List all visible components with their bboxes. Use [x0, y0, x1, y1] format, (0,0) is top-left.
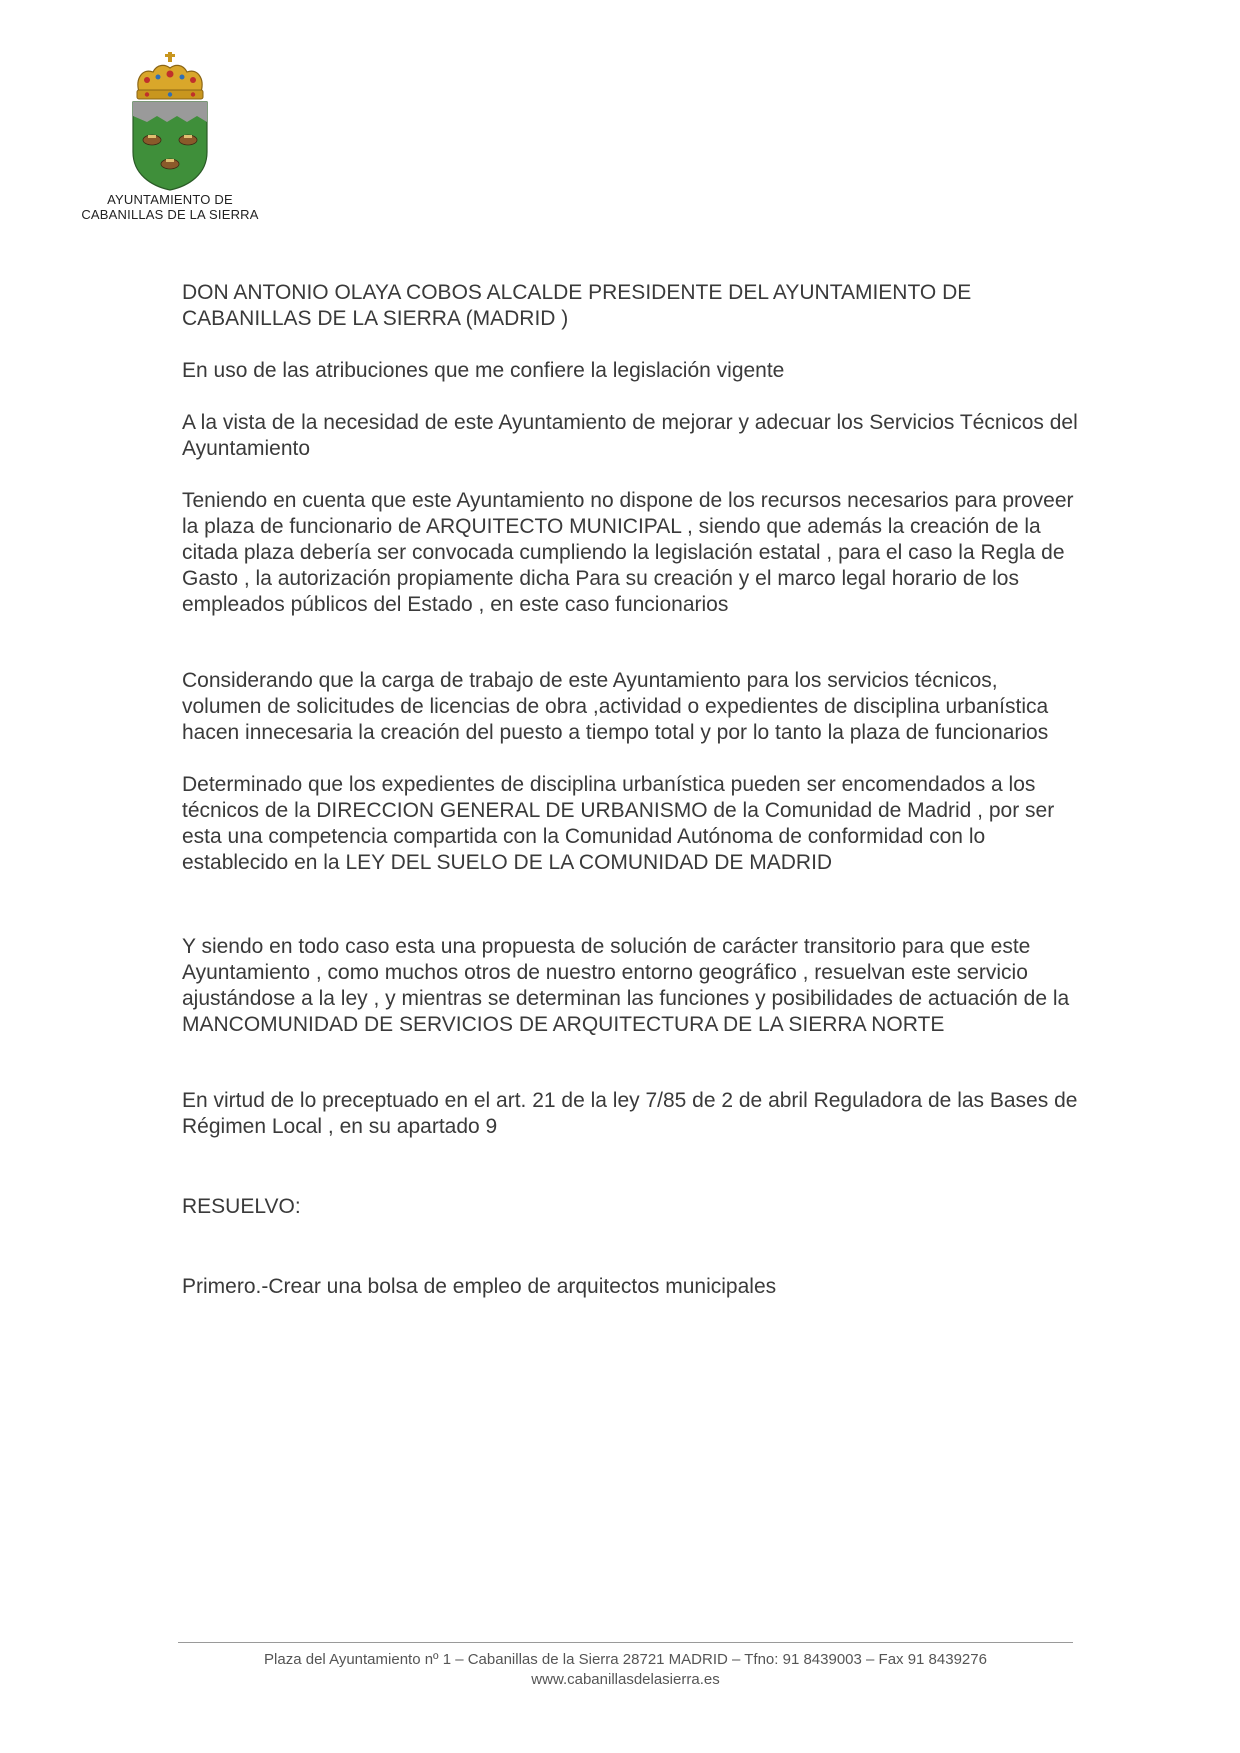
letterhead [60, 52, 280, 222]
footer-website: www.cabanillasdelasierra.es [531, 1671, 720, 1688]
paragraph: Teniendo en cuenta que este Ayuntamiento no dispone de los recursos necesarios para proveer la plaza de funcionario de ARQUITECTO MUNICIPAL , siendo que además la creación de la citada plaza debería ser convocada cumpliendo la legislación estatal , para el caso la Regla de Gasto , la autorización propiamente dicha Para su creación y el marco legal horario de los empleados públicos del Estado , en este caso funcionarios [182, 489, 1074, 616]
first-resolution: Primero.-Crear una bolsa de empleo de arquitectos municipales [182, 1275, 777, 1298]
coat-of-arms-icon [125, 52, 215, 192]
footer-address: Plaza del Ayuntamiento nº 1 – Cabanillas de la Sierra 28721 MADRID – Tfno: 91 8439003 – Fax 91 8439276 [264, 1651, 987, 1668]
footer [178, 1650, 1073, 1690]
paragraph: En uso de las atribuciones que me confiere la legislación vigente [182, 359, 785, 382]
paragraph: En virtud de lo preceptuado en el art. 21 de la ley 7/85 de 2 de abril Reguladora de las Bases de Régimen Local , en su apartado 9 [182, 1089, 1078, 1138]
paragraph: Determinado que los expedientes de disciplina urbanística pueden ser encomendados a los técnicos de la DIRECCION GENERAL DE URBANISMO de la Comunidad de Madrid , por ser esta una competencia compartida con la Comunidad Autónoma de conformidad con lo establecido en la LEY DEL SUELO DE LA COMUNIDAD DE MADRID [182, 773, 1055, 874]
paragraph: Considerando que la carga de trabajo de este Ayuntamiento para los servicios técnicos, volumen de solicitudes de licencias de obra ,actividad o expedientes de disciplina urbanística hacen innecesaria la creación del puesto a tiempo total y por lo tanto la plaza de funcionarios [182, 669, 1049, 744]
paragraph: A la vista de la necesidad de este Ayuntamiento de mejorar y adecuar los Servicios Técnicos del Ayuntamiento [182, 411, 1078, 460]
org-name-line-1: AYUNTAMIENTO DE [107, 192, 233, 207]
footer-divider [178, 1642, 1073, 1643]
document-body [182, 280, 1082, 1300]
paragraph: Y siendo en todo caso esta una propuesta de solución de carácter transitorio para que este Ayuntamiento , como muchos otros de nuestro entorno geográfico , resuelvan este servicio ajustándose a la ley , y mientras se determinan las funciones y posibilidades de actuación de la MANCOMUNIDAD DE SERVICIOS DE ARQUITECTURA DE LA SIERRA NORTE [182, 935, 1070, 1036]
document-heading: DON ANTONIO OLAYA COBOS ALCALDE PRESIDENTE DEL AYUNTAMIENTO DE CABANILLAS DE LA SIERRA (MADRID ) [182, 281, 972, 330]
org-name-line-2: CABANILLAS DE LA SIERRA [81, 207, 259, 222]
resolution-label: RESUELVO: [182, 1195, 301, 1218]
